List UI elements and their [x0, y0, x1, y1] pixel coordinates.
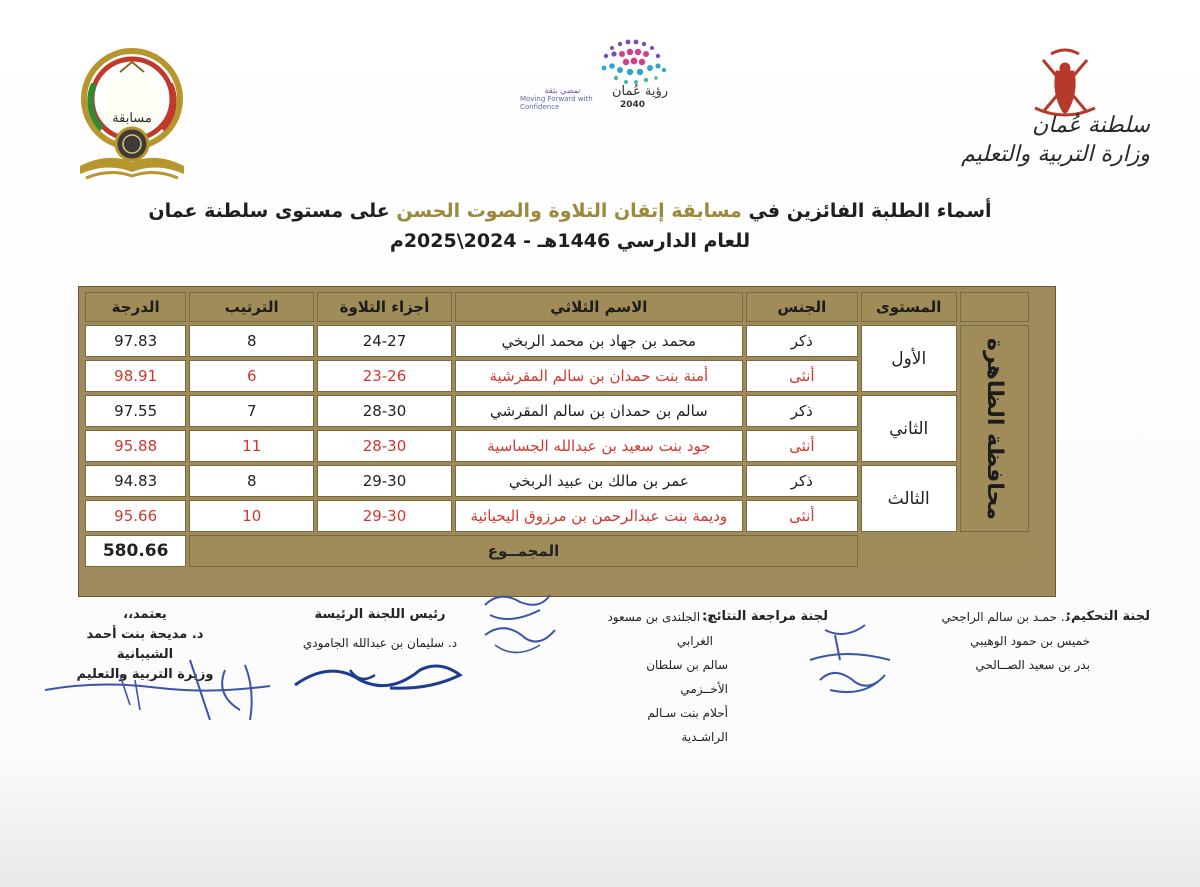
rank-cell: 8 — [189, 325, 314, 357]
title-part2: على مستوى سلطنة عمان — [148, 200, 397, 222]
parts-cell: 29-30 — [317, 465, 452, 497]
vision-text: رؤية عُمان — [612, 84, 669, 99]
ministry-line1: سلطنة عُمان — [1032, 113, 1150, 138]
competition-logo — [72, 44, 192, 194]
table-header-row — [85, 292, 1029, 322]
rank-cell: 8 — [189, 465, 314, 497]
moving-forward-english: Moving Forward with Confidence — [520, 95, 593, 111]
moving-forward-text — [520, 87, 605, 111]
header-parts: أجزاء التلاوة — [317, 292, 452, 322]
header-level: المستوى — [861, 292, 957, 322]
name-cell: عمر بن مالك بن عبيد الربخي — [455, 465, 743, 497]
approval-block — [60, 605, 230, 685]
table-row — [85, 325, 1029, 357]
level-cell: الثالث — [861, 465, 957, 532]
title-part1: أسماء الطلبة الفائزين في — [741, 200, 992, 222]
review-member: د. الجلندى بن مسعود الغرابي — [607, 610, 713, 648]
gender-cell: أنثى — [746, 430, 858, 462]
gender-cell: أنثى — [746, 360, 858, 392]
judging-member: خميس بن حمود الوهيبي — [970, 634, 1090, 648]
rank-cell: 7 — [189, 395, 314, 427]
ministry-name — [950, 112, 1150, 170]
vision-2040-logo — [512, 28, 722, 128]
score-cell: 97.83 — [85, 325, 186, 357]
rank-cell: 11 — [189, 430, 314, 462]
level-cell: الأول — [861, 325, 957, 392]
header-score: الدرجة — [85, 292, 186, 322]
gender-cell: ذكر — [746, 395, 858, 427]
parts-cell: 23-26 — [317, 360, 452, 392]
parts-cell: 24-27 — [317, 325, 452, 357]
header-gender: الجنس — [746, 292, 858, 322]
parts-cell: 28-30 — [317, 395, 452, 427]
chair-head: رئيس اللجنة الرئيسة — [314, 607, 446, 622]
title-highlight: مسابقة إتقان التلاوة والصوت الحسن — [396, 200, 742, 222]
review-member: سالم بن سلطان الأخــزمي — [646, 658, 728, 696]
total-value: 580.66 — [85, 535, 186, 567]
score-cell: 95.88 — [85, 430, 186, 462]
region-cell: محافظة الظاهرة — [960, 325, 1029, 532]
name-cell: أمنة بنت حمدان بن سالم المقرشية — [455, 360, 743, 392]
vision-year: 2040 — [620, 100, 646, 110]
score-cell: 95.66 — [85, 500, 186, 532]
approver-name: د. مديحة بنت أحمد الشيبانية — [86, 627, 204, 662]
judging-member: بدر بن سعيد الصــالحي — [975, 658, 1090, 672]
rank-cell: 6 — [189, 360, 314, 392]
gender-cell: ذكر — [746, 325, 858, 357]
level-cell: الثاني — [861, 395, 957, 462]
chair-signature-block — [285, 605, 475, 653]
page-title — [120, 196, 1020, 256]
rank-cell: 10 — [189, 500, 314, 532]
judging-committee-head: لجنة التحكيم: — [1065, 609, 1150, 624]
name-cell: جود بنت سعيد بن عبدالله الجساسية — [455, 430, 743, 462]
header-rank: الترتيب — [189, 292, 314, 322]
chair-name: د. سليمان بن عبدالله الجامودي — [302, 636, 458, 650]
review-committee — [598, 605, 828, 749]
review-committee-head: لجنة مراجعة النتائج: — [702, 609, 828, 624]
results-table — [82, 289, 1032, 570]
score-cell: 98.91 — [85, 360, 186, 392]
moving-forward-arabic: نمضي بثقة — [544, 86, 581, 95]
judging-member: د. حمـد بن سالم الراجحي — [941, 610, 1070, 624]
parts-cell: 28-30 — [317, 430, 452, 462]
table-row — [85, 395, 1029, 427]
score-cell: 97.55 — [85, 395, 186, 427]
gender-cell: ذكر — [746, 465, 858, 497]
approval-head: يعتمد،، — [123, 607, 167, 622]
total-row — [85, 535, 1029, 567]
table-row — [85, 465, 1029, 497]
name-cell: محمد بن جهاد بن محمد الربخي — [455, 325, 743, 357]
parts-cell: 29-30 — [317, 500, 452, 532]
gender-cell: أنثى — [746, 500, 858, 532]
ministry-line2: وزارة التربية والتعليم — [961, 142, 1150, 167]
review-member: أحلام بنت سـالم الراشـدية — [647, 706, 728, 744]
total-spacer — [861, 535, 1029, 567]
name-cell: سالم بن حمدان بن سالم المقرشي — [455, 395, 743, 427]
region-header-cell — [960, 292, 1029, 322]
competition-logo-text: مسابقة — [112, 111, 152, 126]
approver-title: وزيرة التربية والتعليم — [76, 667, 214, 682]
total-label: المجمــوع — [189, 535, 857, 567]
title-line1 — [120, 196, 1020, 226]
header-name: الاسم الثلاثي — [455, 292, 743, 322]
title-line2: للعام الدارسي 1446هـ - 2024\2025م — [389, 230, 751, 252]
score-cell: 94.83 — [85, 465, 186, 497]
name-cell: وديمة بنت عبدالرحمن بن مرزوق اليحيائية — [455, 500, 743, 532]
judging-committee — [920, 605, 1150, 677]
